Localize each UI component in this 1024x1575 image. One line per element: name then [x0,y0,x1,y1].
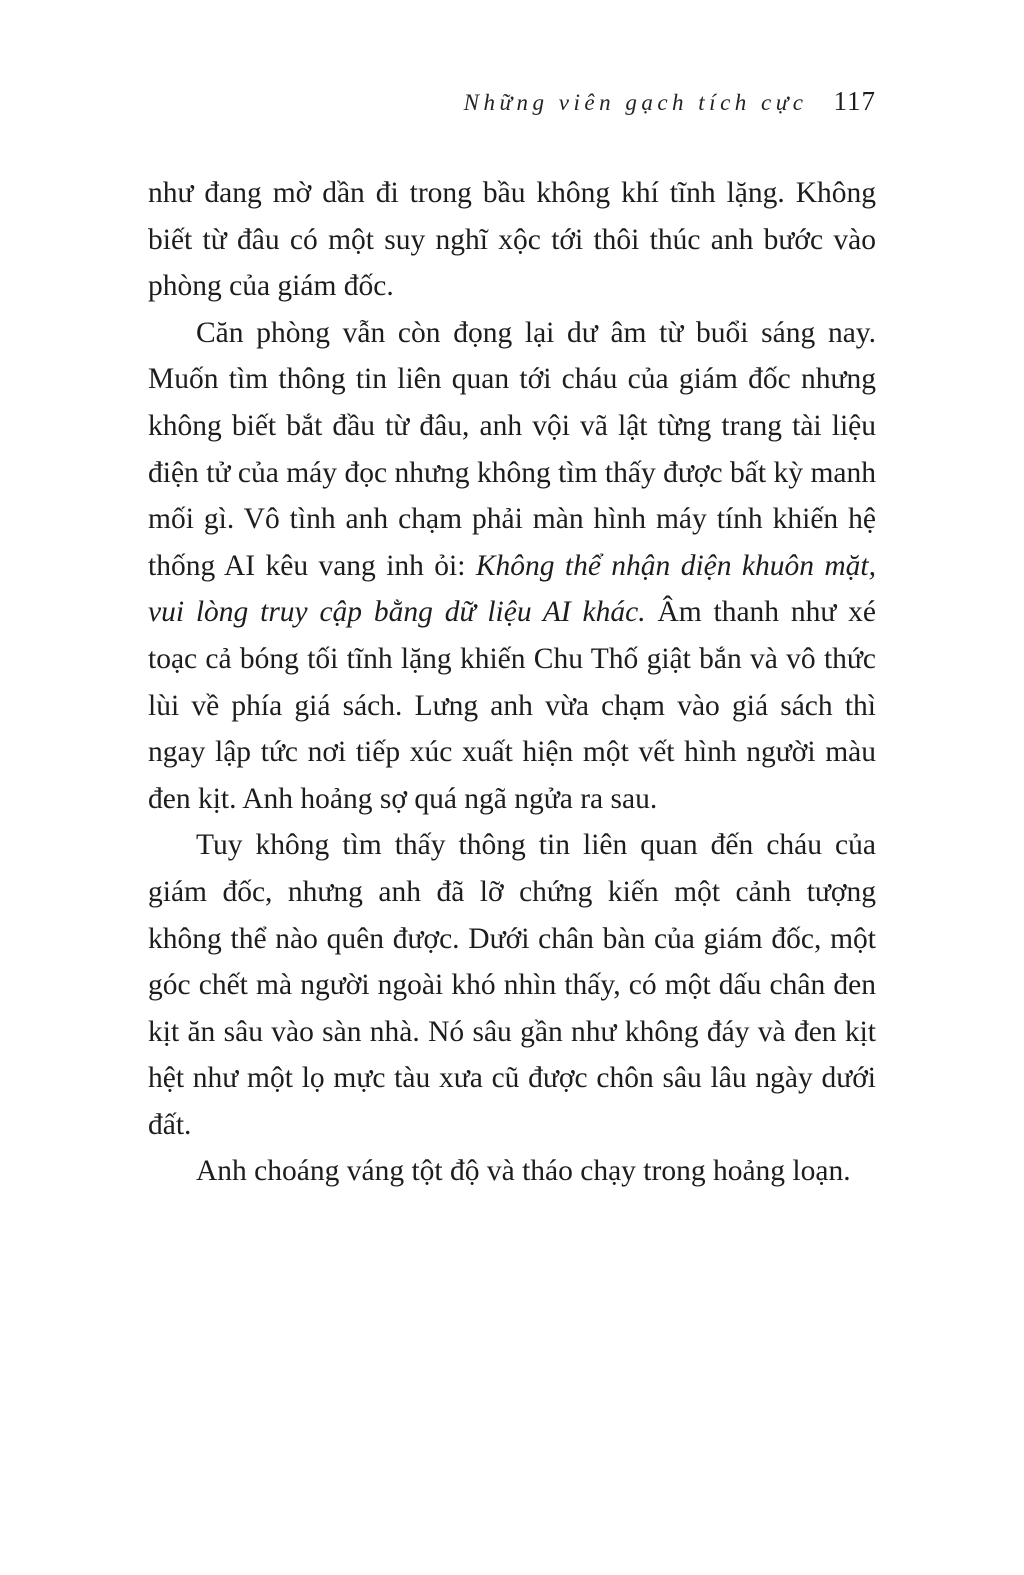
page-number: 117 [833,86,876,116]
running-head [464,86,876,117]
running-head-title: Những viên gạch tích cực [463,90,808,115]
paragraph [148,170,876,310]
paragraph-text: Âm thanh như xé toạc cả bóng tối tĩnh lặng khiến Chu Thố giật bắn và vô thức lùi về phía giá sách. Lưng anh vừa chạm vào giá sách thì ngay lập tức nơi tiếp xúc xuất hiện một vết hình người màu đen kịt. Anh hoảng sợ quá ngã ngửa ra sau. [148,596,877,815]
paragraph-text: như đang mờ dần đi trong bầu không khí tĩnh lặng. Không biết từ đâu có một suy nghĩ xộc tới thôi thúc anh bước vào phòng của giám đốc. [148,177,876,303]
paragraph [148,310,876,823]
paragraph [148,822,876,1148]
paragraph [148,1148,876,1195]
paragraph-text: Tuy không tìm thấy thông tin liên quan đến cháu của giám đốc, nhưng anh đã lỡ chứng kiến một cảnh tượng không thể nào quên được. Dưới chân bàn của giám đốc, một góc chết mà người ngoài khó nhìn thấy, có một dấu chân đen kịt ăn sâu vào sàn nhà. Nó sâu gần như không đáy và đen kịt hệt như một lọ mực tàu xưa cũ được chôn sâu lâu ngày dưới đất. [148,829,876,1141]
paragraph-text: Căn phòng vẫn còn đọng lại dư âm từ buổi sáng nay. Muốn tìm thông tin liên quan tới cháu của giám đốc nhưng không biết bắt đầu từ đâu, anh vội vã lật từng trang tài liệu điện tử của máy đọc nhưng không tìm thấy được bất kỳ manh mối gì. Vô tình anh chạm phải màn hình máy tính khiến hệ thống AI kêu vang inh ỏi: [148,316,876,582]
paragraph-text: Anh choáng váng tột độ và tháo chạy trong hoảng loạn. [196,1155,851,1188]
page-body [148,170,876,1195]
paragraph-text-italic: Không thể nhận diện khuôn mặt, vui lòng truy cập bằng dữ liệu AI khác. [148,549,876,629]
